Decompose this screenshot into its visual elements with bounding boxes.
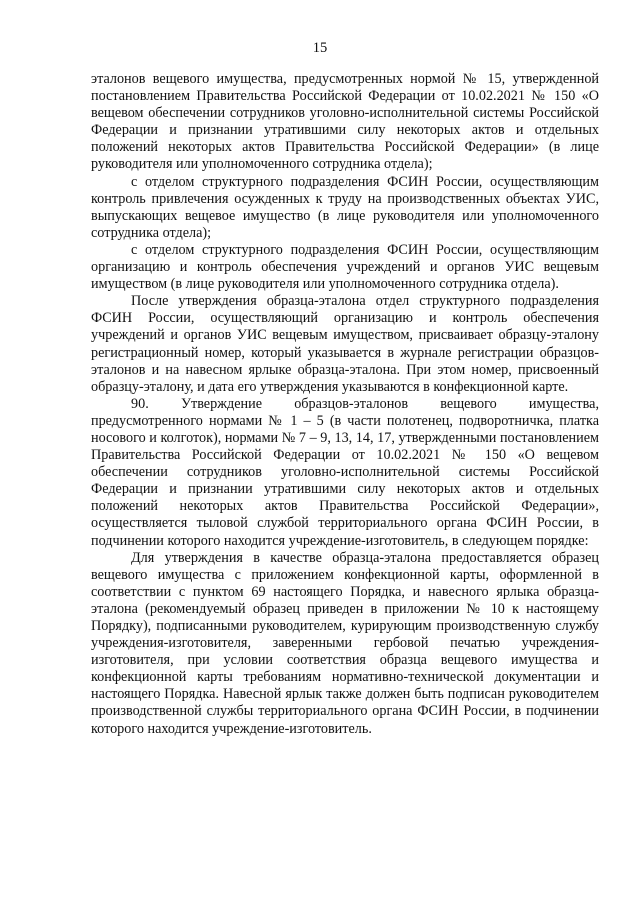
paragraph-approval-procedure: Для утверждения в качестве образца-эталона предоставляется образец вещевого имущества с приложением конфекционной карты, оформленной в соответствии с пунктом 69 настоящего Порядка, и навесного ярлыка образца-эталона (рекомендуемый образец приведен в приложении № 10 к настоящему Порядку), подписанными руководителем, курирующим производственную службу учреждения-изготовителя, заверенными гербовой печатью учреждения-изготовителя, при условии соответствия образца вещевого имущества и конфекционной карты требованиям нормативно-технической документации и настоящего Порядка. Навесной ярлык также должен быть подписан руководителем производственной службы территориального органа ФСИН России, в подчинении которого находится учреждение-изготовитель.: [91, 549, 599, 737]
page-number: 15: [312, 40, 328, 56]
paragraph-agreement-supply-control: с отделом структурного подразделения ФСИН России, осуществляющим организацию и контроль обеспечения учреждений и органов УИС вещевым имуществом (в лице руководителя или уполномоченного сотрудника отдела).: [91, 241, 599, 293]
paragraph-continuation: эталонов вещевого имущества, предусмотренных нормой № 15, утвержденной постановлением Правительства Российской Федерации от 10.02.2021 № 150 «О вещевом обеспечении сотрудников уголовно-исполнительной системы Российской Федерации и признании утратившими силу некоторых актов и отдельных положений некоторых актов Правительства Российской Федерации» (в лице руководителя или уполномоченного сотрудника отдела);: [91, 71, 599, 173]
paragraph-item-90: 90. Утверждение образцов-эталонов вещевого имущества, предусмотренного нормами № 1 – 5 (в части полотенец, подворотничка, платка носового и колготок), нормами № 7 – 9, 13, 14, 17, утвержденными постановлением Правительства Российской Федерации от 10.02.2021 № 150 «О вещевом обеспечении сотрудников уголовно-исполнительной системы Российской Федерации и признании утратившими силу некоторых актов и отдельных положений некоторых актов Правительства Российской Федерации», осуществляется тыловой службой территориального органа ФСИН России, в подчинении которого находится учреждение-изготовитель, в следующем порядке:: [91, 395, 599, 549]
paragraph-registration-number: После утверждения образца-эталона отдел структурного подразделения ФСИН России, осуществляющий организацию и контроль обеспечения учреждений и органов УИС вещевым имуществом, присваивает образцу-эталону регистрационный номер, который указывается в журнале регистрации образцов-эталонов и на навесном ярлыке образца-эталона. При этом номер, присвоенный образцу-эталону, и дата его утверждения указываются в конфекционной карте.: [91, 293, 599, 395]
document-body: [91, 71, 599, 738]
paragraph-agreement-labor-control: с отделом структурного подразделения ФСИН России, осуществляющим контроль привлечения осужденных к труду на производственных объектах УИС, выпускающих вещевое имущество (в лице руководителя или уполномоченного сотрудника отдела);: [91, 173, 599, 241]
